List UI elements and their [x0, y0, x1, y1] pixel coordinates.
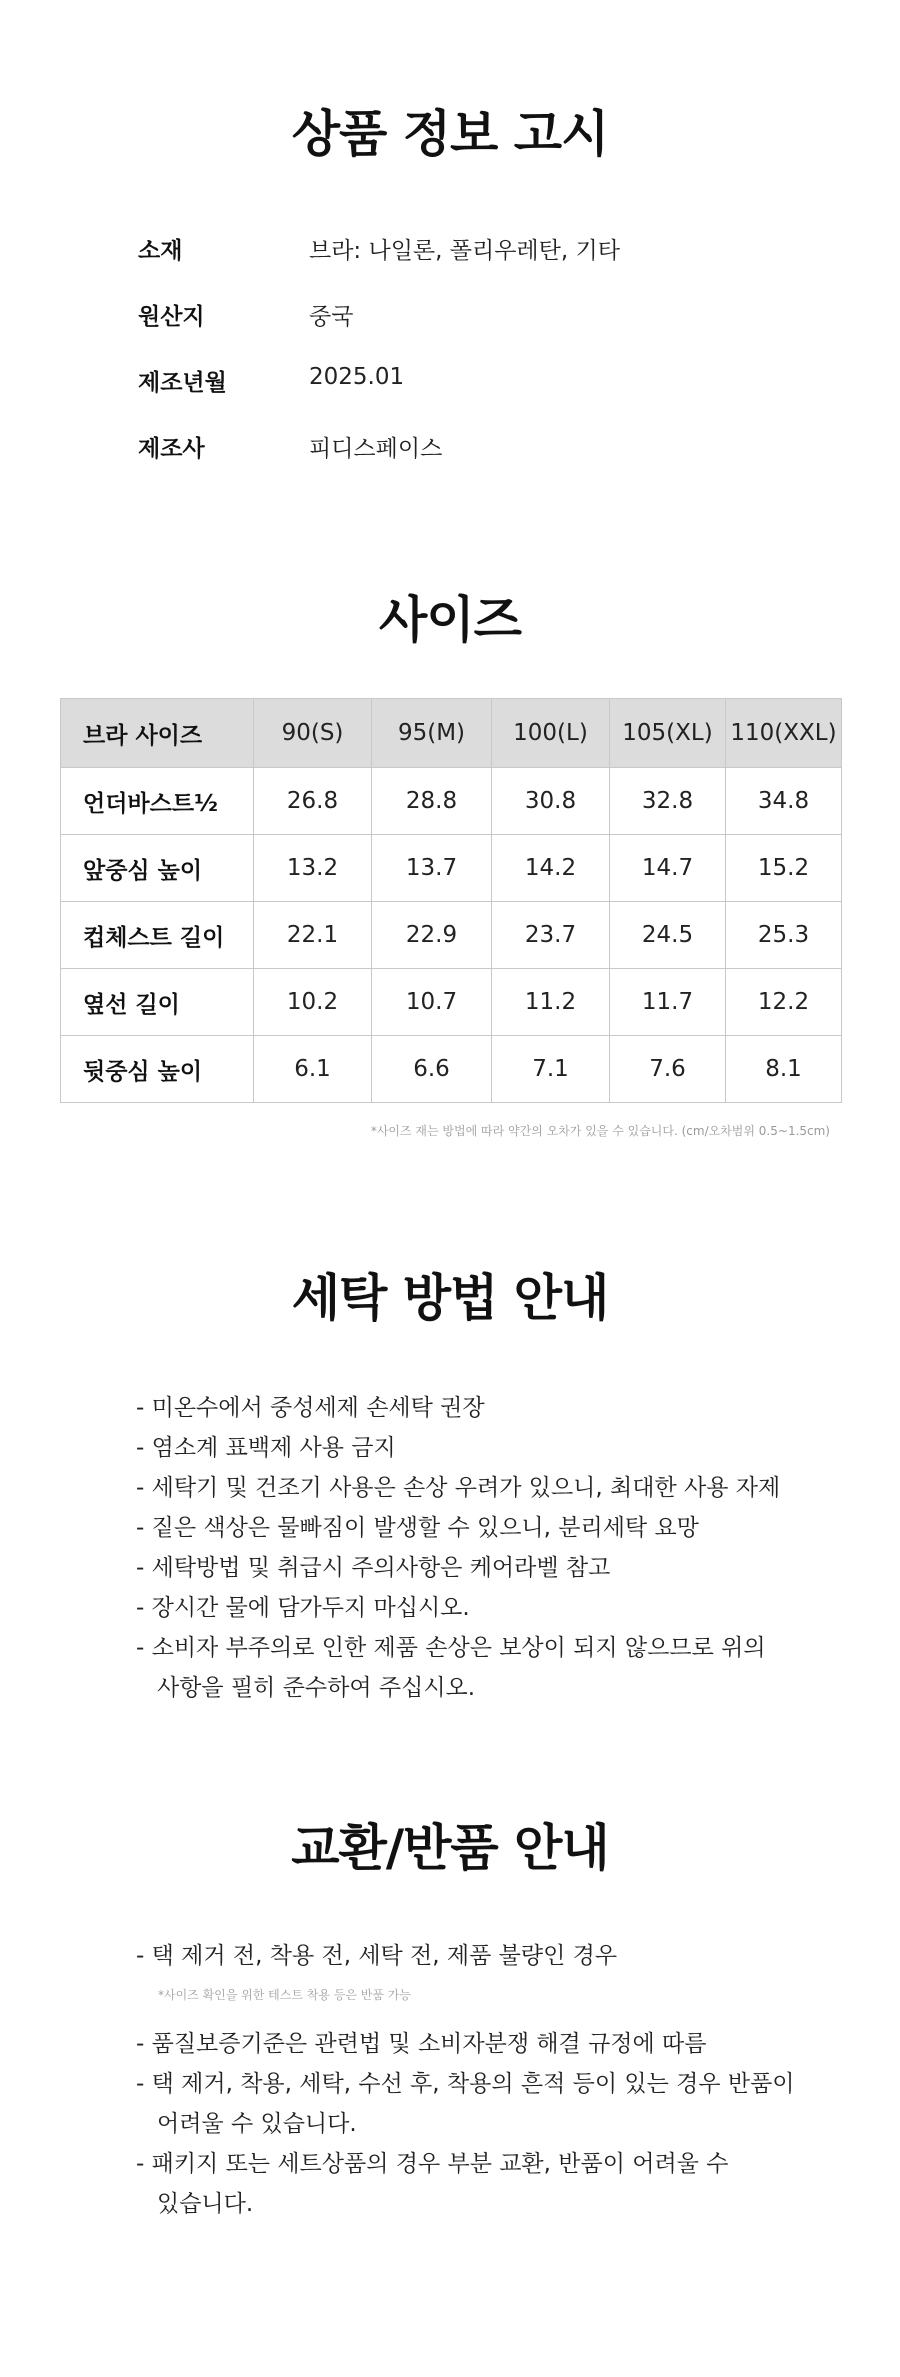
table-cell: 13.7 [372, 835, 492, 902]
product-info-title: 상품 정보 고시 [291, 105, 609, 163]
exchange-item-continuation: 어려울 수 있습니다. [157, 2111, 357, 2137]
size-header-105: 105(XL) [610, 699, 726, 768]
table-cell: 7.1 [492, 1036, 610, 1103]
row-label: 뒷중심 높이 [61, 1036, 254, 1103]
table-row [61, 835, 842, 902]
row-label: 옆선 길이 [61, 969, 254, 1036]
exchange-item: - 품질보증기준은 관련법 및 소비자분쟁 해결 규정에 따름 [136, 2031, 707, 2057]
table-cell: 8.1 [726, 1036, 842, 1103]
exchange-item: - 택 제거 전, 착용 전, 세탁 전, 제품 불량인 경우 [136, 1943, 618, 1969]
table-row [61, 1036, 842, 1103]
table-cell: 24.5 [610, 902, 726, 969]
table-cell: 13.2 [254, 835, 372, 902]
table-cell: 34.8 [726, 768, 842, 835]
row-label: 컵체스트 길이 [61, 902, 254, 969]
table-row [61, 969, 842, 1036]
info-value-material: 브라: 나일론, 폴리우레탄, 기타 [309, 238, 620, 264]
size-header-100: 100(L) [492, 699, 610, 768]
table-cell: 14.7 [610, 835, 726, 902]
exchange-item: - 택 제거, 착용, 세탁, 수선 후, 착용의 흔적 등이 있는 경우 반품이 [136, 2071, 795, 2097]
washing-item: - 소비자 부주의로 인한 제품 손상은 보상이 되지 않으므로 위의 [136, 1635, 766, 1661]
size-header-label: 브라 사이즈 [61, 699, 254, 768]
table-cell: 28.8 [372, 768, 492, 835]
info-label-manufacturer: 제조사 [138, 436, 205, 462]
table-cell: 10.7 [372, 969, 492, 1036]
info-value-manufacturer: 피디스페이스 [309, 436, 443, 462]
size-header-90: 90(S) [254, 699, 372, 768]
table-cell: 25.3 [726, 902, 842, 969]
table-cell: 14.2 [492, 835, 610, 902]
washing-item: - 미온수에서 중성세제 손세탁 권장 [136, 1395, 485, 1421]
exchange-title: 교환/반품 안내 [291, 1819, 609, 1877]
washing-item-continuation: 사항을 필히 준수하여 주십시오. [157, 1675, 476, 1701]
table-cell: 32.8 [610, 768, 726, 835]
table-cell: 30.8 [492, 768, 610, 835]
table-cell: 26.8 [254, 768, 372, 835]
table-cell: 6.1 [254, 1036, 372, 1103]
row-label: 앞중심 높이 [61, 835, 254, 902]
washing-item: - 세탁방법 및 취급시 주의사항은 케어라벨 참고 [136, 1555, 611, 1581]
info-value-manufacture-date: 2025.01 [309, 364, 405, 390]
table-cell: 10.2 [254, 969, 372, 1036]
row-label: 언더바스트½ [61, 768, 254, 835]
exchange-item-continuation: 있습니다. [157, 2191, 254, 2217]
table-cell: 11.2 [492, 969, 610, 1036]
table-cell: 23.7 [492, 902, 610, 969]
size-table [60, 698, 842, 1103]
table-cell: 7.6 [610, 1036, 726, 1103]
washing-title: 세탁 방법 안내 [291, 1269, 609, 1327]
table-cell: 15.2 [726, 835, 842, 902]
info-label-manufacture-date: 제조년월 [138, 370, 227, 396]
info-value-origin: 중국 [309, 304, 354, 330]
size-header-110: 110(XXL) [726, 699, 842, 768]
exchange-item: - 패키지 또는 세트상품의 경우 부분 교환, 반품이 어려울 수 [136, 2151, 729, 2177]
size-table-header [61, 699, 842, 768]
washing-item: - 염소계 표백제 사용 금지 [136, 1435, 396, 1461]
washing-item: - 세탁기 및 건조기 사용은 손상 우려가 있으니, 최대한 사용 자제 [136, 1475, 781, 1501]
size-note: *사이즈 재는 방법에 따라 약간의 오차가 있을 수 있습니다. (cm/오차범위 0.5~1.5cm) [370, 1124, 830, 1138]
info-label-material: 소재 [138, 238, 183, 264]
table-cell: 11.7 [610, 969, 726, 1036]
size-header-95: 95(M) [372, 699, 492, 768]
size-title: 사이즈 [379, 591, 521, 649]
washing-item: - 장시간 물에 담가두지 마십시오. [136, 1595, 470, 1621]
table-row [61, 902, 842, 969]
table-cell: 12.2 [726, 969, 842, 1036]
washing-item: - 짙은 색상은 물빠짐이 발생할 수 있으니, 분리세탁 요망 [136, 1515, 699, 1541]
info-label-origin: 원산지 [138, 304, 205, 330]
table-cell: 22.9 [372, 902, 492, 969]
exchange-item-note: *사이즈 확인을 위한 테스트 착용 등은 반품 가능 [158, 1988, 411, 2002]
table-cell: 6.6 [372, 1036, 492, 1103]
table-row [61, 768, 842, 835]
table-cell: 22.1 [254, 902, 372, 969]
